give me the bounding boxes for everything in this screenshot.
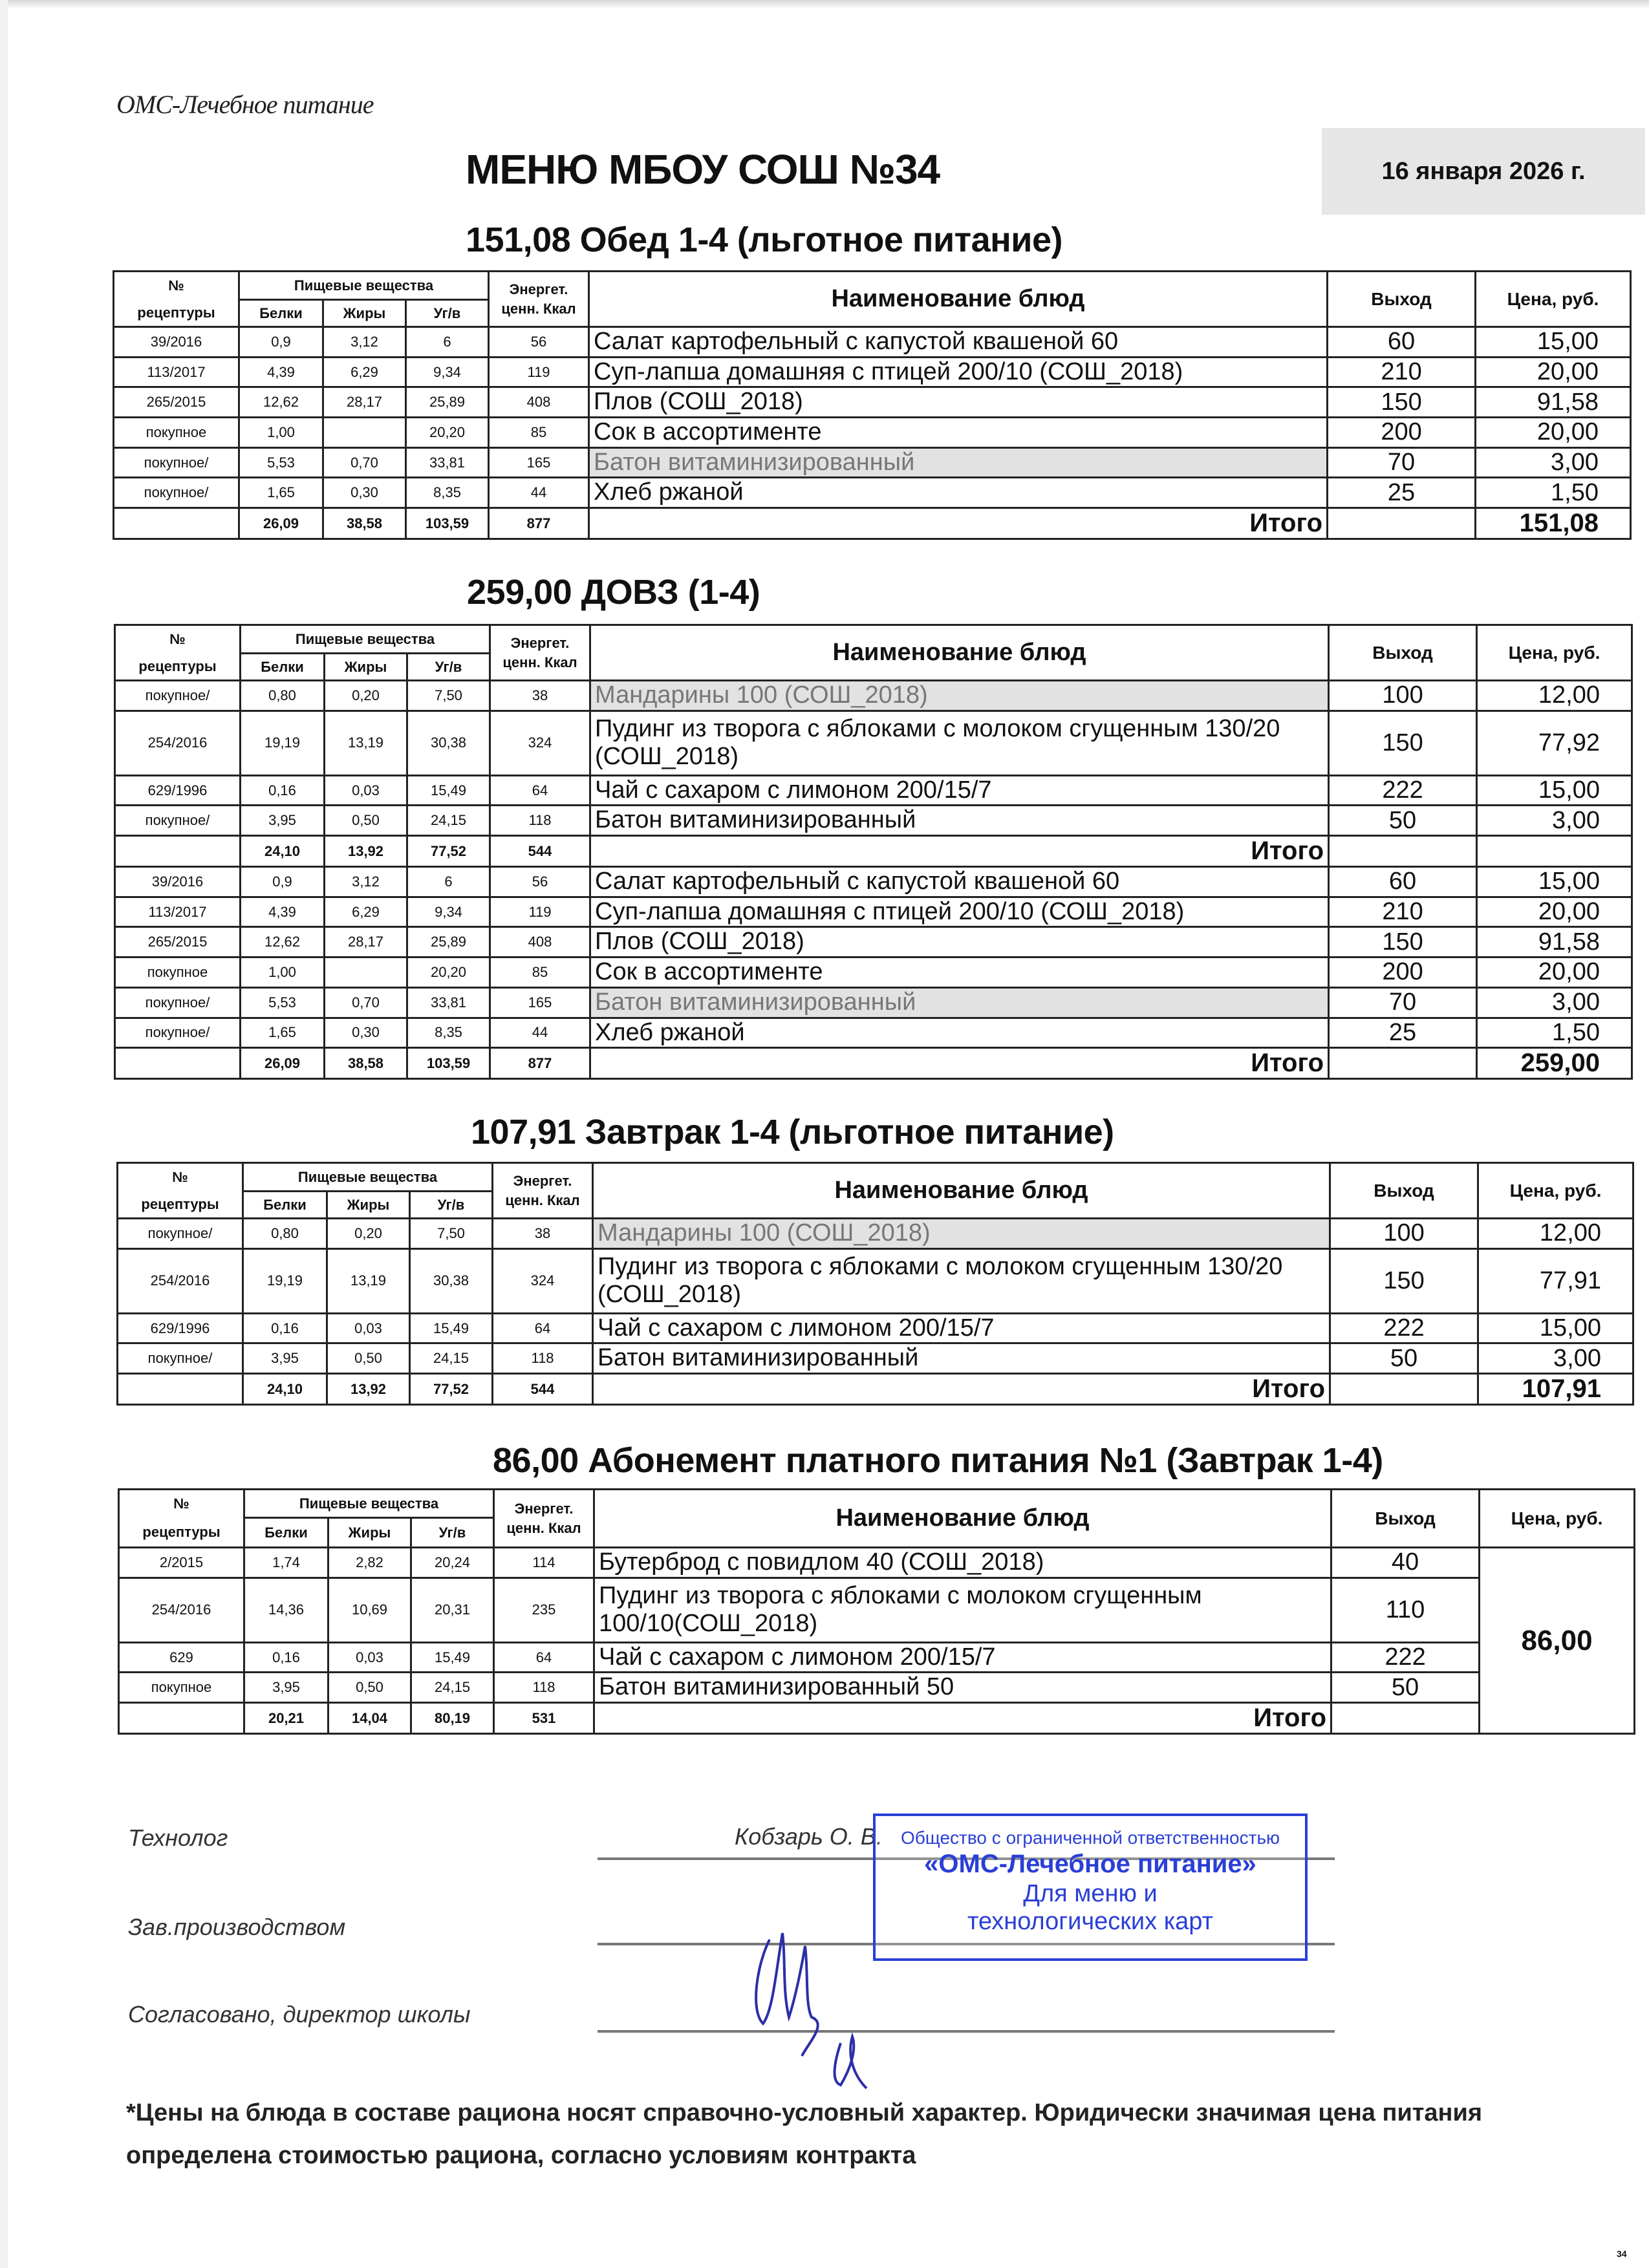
col-protein: Белки	[243, 1192, 327, 1219]
dish-name: Батон витаминизированный	[590, 806, 1329, 836]
table-row: 629/1996 0,16 0,03 15,49 64 Чай с сахаром с лимоном 200/15/7 222 15,00	[115, 775, 1632, 806]
col-dish-name: Наименование блюд	[589, 272, 1328, 327]
col-recipe-no-2: рецептуры	[118, 1192, 243, 1219]
table-row: покупное/ 1,65 0,30 8,35 44 Хлеб ржаной 25 1,50	[114, 478, 1631, 508]
section-title-lunch: 151,08 Обед 1-4 (льготное питание)	[466, 220, 1062, 259]
footnote: *Цены на блюда в составе рациона носят справочно-условный характер. Юридически значимая цена питания определена стоимостью рациона, согласно условиям контракта	[126, 2099, 1483, 2169]
dish-name: Мандарины 100 (СОШ_2018)	[593, 1219, 1330, 1249]
col-nutrients: Пищевые вещества	[244, 1490, 494, 1518]
dish-name: Бутерброд с повидлом 40 (СОШ_2018)	[594, 1548, 1331, 1578]
col-energy: Энергет. ценн. Ккал	[493, 1163, 593, 1219]
brand-logo-text: ОМС-Лечебное питание	[116, 90, 374, 119]
total-label: Итого	[593, 1374, 1330, 1405]
col-price: Цена, руб.	[1476, 272, 1631, 327]
table-row: покупное/ 3,95 0,50 24,15 118 Батон витаминизированный 50 3,00	[118, 1343, 1633, 1374]
col-recipe-no-2: рецептуры	[115, 654, 241, 681]
dish-name: Батон витаминизированный	[589, 447, 1328, 478]
col-price: Цена, руб.	[1477, 625, 1632, 681]
col-carbs: Уг/в	[410, 1192, 493, 1219]
table-row: 254/2016 19,19 13,19 30,38 324 Пудинг из творога с яблоками с молоком сгущенным 130/20 (СОШ_2018) 150 77,91	[118, 1248, 1633, 1313]
table-row: покупное/ 0,80 0,20 7,50 38 Мандарины 100 (СОШ_2018) 100 12,00	[118, 1219, 1633, 1249]
stamp-line-4: технологических карт	[967, 1908, 1214, 1935]
table-row: 265/2015 12,62 28,17 25,89 408 Плов (СОШ_2018) 150 91,58	[114, 387, 1631, 418]
dish-name: Чай с сахаром с лимоном 200/15/7	[593, 1313, 1330, 1343]
table-row: покупное/ 3,95 0,50 24,15 118 Батон витаминизированный 50 3,00	[115, 806, 1632, 836]
col-carbs: Уг/в	[411, 1518, 494, 1548]
stamp-line-2: «ОМС-Лечебное питание»	[924, 1850, 1256, 1878]
date-text: 16 января 2026 г.	[1381, 157, 1586, 185]
col-energy: Энергет. ценн. Ккал	[490, 625, 590, 681]
table-row: покупное/ 0,80 0,20 7,50 38 Мандарины 100 (СОШ_2018) 100 12,00	[115, 681, 1632, 711]
total-row: 24,10 13,92 77,52 544 Итого 107,91	[118, 1374, 1633, 1405]
page-title: МЕНЮ МБОУ СОШ №34	[466, 146, 940, 193]
dish-name: Пудинг из творога с яблоками с молоком сгущенным 130/20 (СОШ_2018)	[593, 1248, 1330, 1313]
scan-left-edge	[0, 0, 8, 2268]
technologist-label: Технолог	[128, 1824, 228, 1851]
col-yield: Выход	[1331, 1490, 1480, 1548]
menu-table-dovz	[114, 624, 1633, 1080]
col-dish-name: Наименование блюд	[590, 625, 1329, 681]
table-row: покупное 1,00 20,20 85 Сок в ассортименте 200 20,00	[115, 957, 1632, 988]
dish-name: Сок в ассортименте	[590, 957, 1329, 988]
menu-table-subscription	[118, 1488, 1635, 1735]
col-dish-name: Наименование блюд	[594, 1490, 1331, 1548]
col-protein: Белки	[244, 1518, 329, 1548]
table-row: покупное 1,00 20,20 85 Сок в ассортименте 200 20,00	[114, 418, 1631, 448]
col-recipe-no: №	[118, 1163, 243, 1192]
dish-name: Плов (СОШ_2018)	[590, 927, 1329, 957]
table-row: 254/2016 14,36 10,69 20,31 235 Пудинг из творога с яблоками с молоком сгущенным 100/10(СОШ_2018) 110	[119, 1578, 1635, 1642]
dish-name: Чай с сахаром с лимоном 200/15/7	[590, 775, 1329, 806]
col-dish-name: Наименование блюд	[593, 1163, 1330, 1219]
director-label: Согласовано, директор школы	[128, 2001, 471, 2027]
table-row: 113/2017 4,39 6,29 9,34 119 Суп-лапша домашняя с птицей 200/10 (СОШ_2018) 210 20,00	[115, 897, 1632, 927]
col-recipe-no: №	[115, 625, 241, 654]
table-row: 629 0,16 0,03 15,49 64 Чай с сахаром с лимоном 200/15/7 222	[119, 1642, 1635, 1673]
dish-name: Батон витаминизированный 50	[594, 1673, 1331, 1703]
table-row: покупное/ 5,53 0,70 33,81 165 Батон витаминизированный 70 3,00	[114, 447, 1631, 478]
col-carbs: Уг/в	[406, 300, 489, 327]
subtotal-row: 24,10 13,92 77,52 544 Итого	[115, 836, 1632, 867]
total-price: 107,91	[1478, 1374, 1633, 1405]
company-stamp	[873, 1813, 1308, 1961]
total-label: Итого	[589, 508, 1328, 539]
dish-name: Салат картофельный с капустой квашеной 60	[590, 867, 1329, 897]
col-fat: Жиры	[323, 300, 406, 327]
total-price: 151,08	[1476, 508, 1631, 539]
director-signature-line	[598, 2030, 1335, 2033]
table-row: 629/1996 0,16 0,03 15,49 64 Чай с сахаром с лимоном 200/15/7 222 15,00	[118, 1313, 1633, 1343]
col-fat: Жиры	[325, 654, 407, 681]
total-row: 20,21 14,04 80,19 531 Итого	[119, 1703, 1635, 1734]
col-fat: Жиры	[329, 1518, 411, 1548]
col-recipe-no-2: рецептуры	[119, 1518, 244, 1548]
dish-name: Суп-лапша домашняя с птицей 200/10 (СОШ_2018)	[590, 897, 1329, 927]
dish-name: Мандарины 100 (СОШ_2018)	[590, 681, 1329, 711]
table-row: 39/2016 0,9 3,12 6 56 Салат картофельный с капустой квашеной 60 60 15,00	[115, 867, 1632, 897]
table-row: 265/2015 12,62 28,17 25,89 408 Плов (СОШ_2018) 150 91,58	[115, 927, 1632, 957]
table-row: покупное/ 5,53 0,70 33,81 165 Батон витаминизированный 70 3,00	[115, 987, 1632, 1018]
table-row: покупное/ 1,65 0,30 8,35 44 Хлеб ржаной 25 1,50	[115, 1018, 1632, 1048]
technologist-name: Кобзарь О. В.	[735, 1823, 883, 1850]
col-recipe-no-2: рецептуры	[114, 300, 239, 327]
total-label: Итого	[594, 1703, 1331, 1734]
col-carbs: Уг/в	[407, 654, 490, 681]
col-yield: Выход	[1328, 272, 1476, 327]
col-energy: Энергет. ценн. Ккал	[494, 1490, 594, 1548]
col-nutrients: Пищевые вещества	[239, 272, 489, 300]
menu-table-breakfast	[116, 1162, 1634, 1406]
dish-name: Сок в ассортименте	[589, 418, 1328, 448]
total-label: Итого	[590, 836, 1329, 867]
dish-name: Суп-лапша домашняя с птицей 200/10 (СОШ_2018)	[589, 357, 1328, 387]
col-price: Цена, руб.	[1478, 1163, 1633, 1219]
table-row: 39/2016 0,9 3,12 6 56 Салат картофельный с капустой квашеной 60 60 15,00	[114, 327, 1631, 358]
section-title-subscription: 86,00 Абонемент платного питания №1 (Завтрак 1-4)	[493, 1441, 1383, 1480]
production-label: Зав.производством	[128, 1914, 346, 1940]
col-protein: Белки	[241, 654, 325, 681]
dish-name: Салат картофельный с капустой квашеной 60	[589, 327, 1328, 358]
page-mark: 34	[1617, 2249, 1627, 2259]
dish-name: Хлеб ржаной	[589, 478, 1328, 508]
stamp-line-3: Для меню и	[1023, 1880, 1158, 1907]
dish-name: Батон витаминизированный	[593, 1343, 1330, 1374]
dish-name: Чай с сахаром с лимоном 200/15/7	[594, 1642, 1331, 1673]
col-nutrients: Пищевые вещества	[241, 625, 490, 654]
col-energy: Энергет. ценн. Ккал	[489, 272, 589, 327]
total-row: 26,09 38,58 103,59 877 Итого 259,00	[115, 1048, 1632, 1079]
dish-name: Батон витаминизированный	[590, 987, 1329, 1018]
date-badge	[1322, 128, 1645, 215]
dish-name: Хлеб ржаной	[590, 1018, 1329, 1048]
dish-name: Пудинг из творога с яблоками с молоком сгущенным 130/20 (СОШ_2018)	[590, 711, 1329, 775]
table-row: 254/2016 19,19 13,19 30,38 324 Пудинг из творога с яблоками с молоком сгущенным 130/20 (СОШ_2018) 150 77,92	[115, 711, 1632, 775]
dish-name: Плов (СОШ_2018)	[589, 387, 1328, 418]
col-yield: Выход	[1329, 625, 1477, 681]
merged-price: 86,00	[1480, 1548, 1635, 1734]
table-row: покупное 3,95 0,50 24,15 118 Батон витаминизированный 50 50	[119, 1673, 1635, 1703]
col-recipe-no: №	[119, 1490, 244, 1518]
col-protein: Белки	[239, 300, 323, 327]
handwritten-signature-icon	[744, 1862, 912, 2095]
col-nutrients: Пищевые вещества	[243, 1163, 493, 1192]
col-price: Цена, руб.	[1480, 1490, 1635, 1548]
dish-name: Пудинг из творога с яблоками с молоком сгущенным 100/10(СОШ_2018)	[594, 1578, 1331, 1642]
table-row: 113/2017 4,39 6,29 9,34 119 Суп-лапша домашняя с птицей 200/10 (СОШ_2018) 210 20,00	[114, 357, 1631, 387]
section-title-breakfast: 107,91 Завтрак 1-4 (льготное питание)	[471, 1113, 1114, 1151]
stamp-line-1: Общество с ограниченной ответственностью	[900, 1828, 1280, 1848]
section-title-dovz: 259,00 ДОВЗ (1-4)	[467, 573, 760, 612]
total-price: 259,00	[1477, 1048, 1632, 1079]
total-label: Итого	[590, 1048, 1329, 1079]
scan-top-edge	[0, 0, 1649, 9]
col-yield: Выход	[1330, 1163, 1478, 1219]
menu-table-lunch	[113, 270, 1632, 540]
total-row: 26,09 38,58 103,59 877 Итого 151,08	[114, 508, 1631, 539]
table-row: 2/2015 1,74 2,82 20,24 114 Бутерброд с повидлом 40 (СОШ_2018) 40 86,00	[119, 1548, 1635, 1578]
col-fat: Жиры	[327, 1192, 410, 1219]
col-recipe-no: №	[114, 272, 239, 300]
